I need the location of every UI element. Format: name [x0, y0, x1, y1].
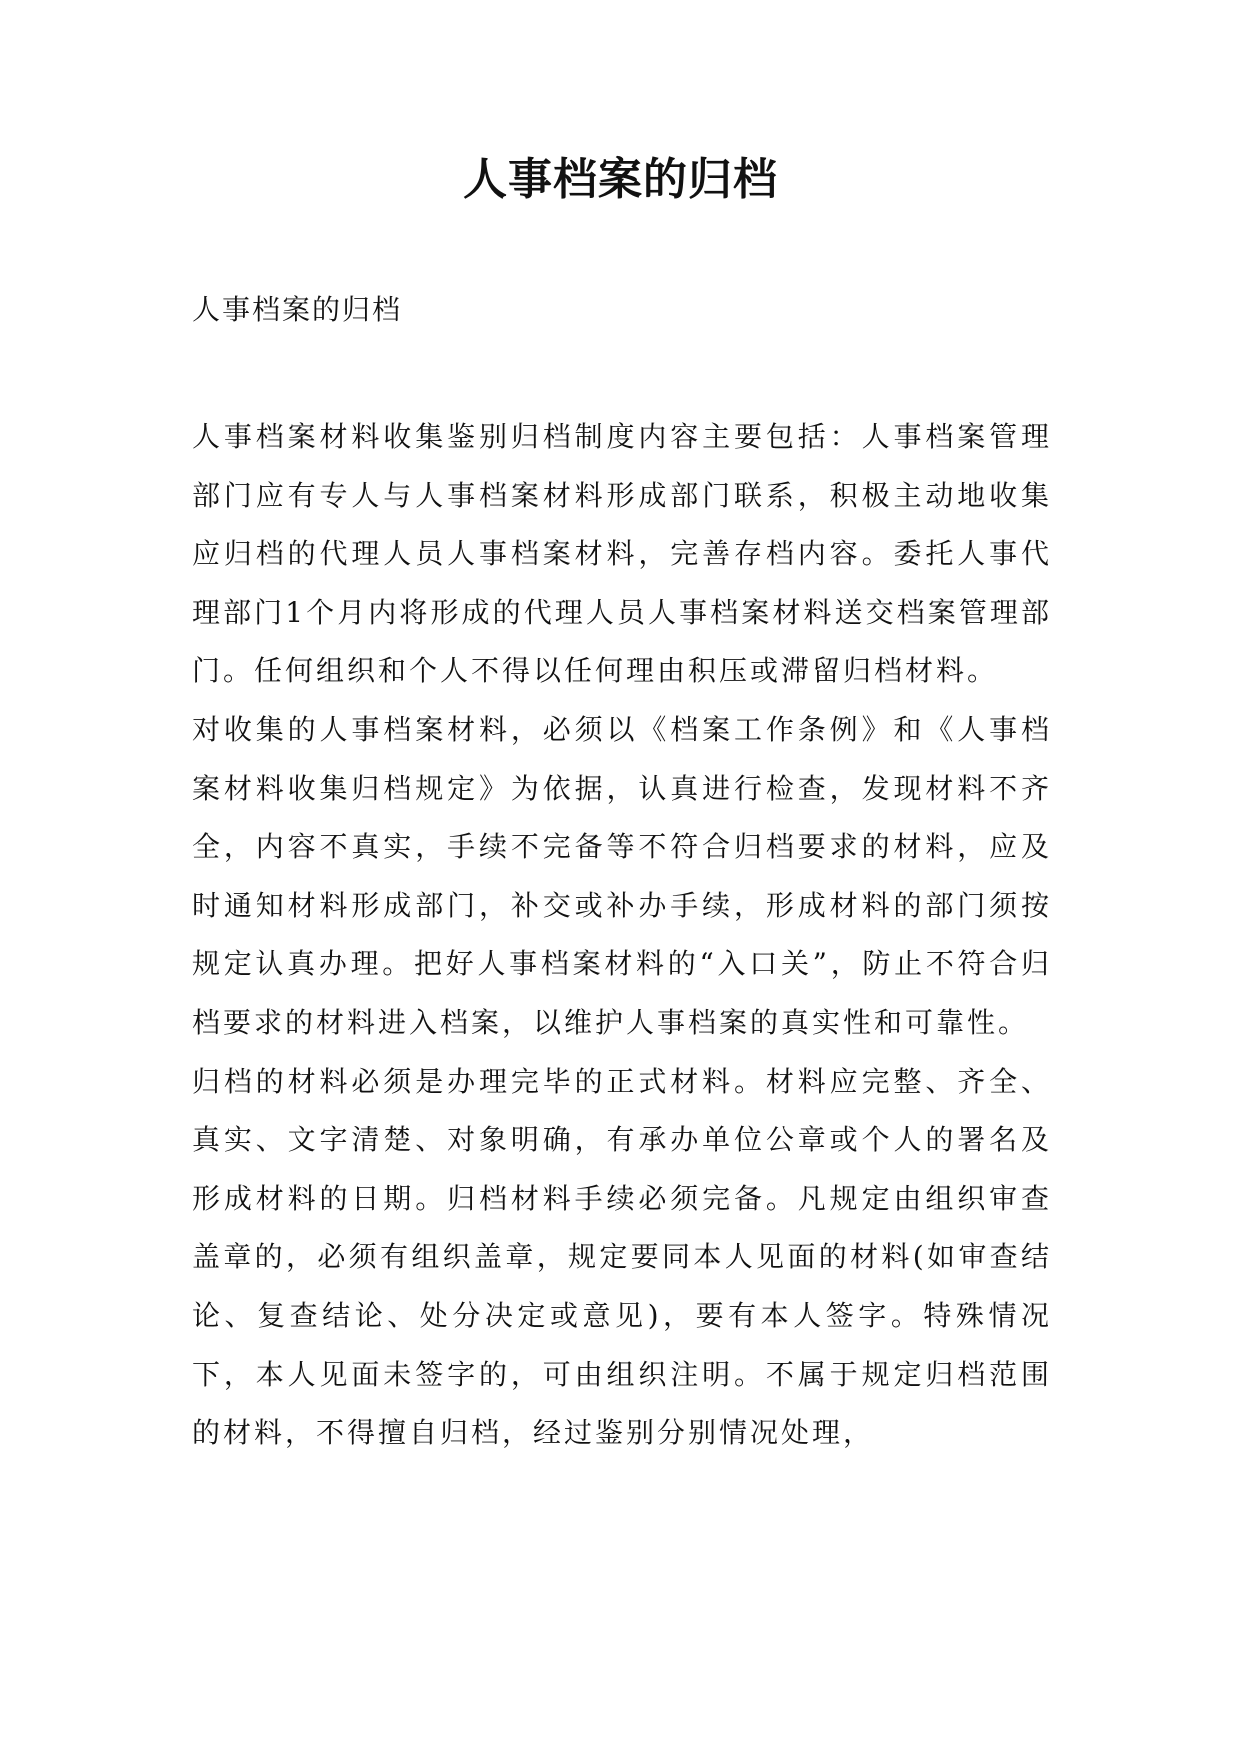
document-title: 人事档案的归档 — [463, 154, 778, 205]
document-subtitle: 人事档案的归档 — [192, 293, 403, 326]
document-body — [192, 408, 1052, 1463]
paragraph: 归档的材料必须是办理完毕的正式材料。材料应完整、齐全、真实、文字清楚、对象明确，有承办单位公章或个人的署名及形成材料的日期。归档材料手续必须完备。凡规定由组织审查盖章的，必须有组织盖章，规定要同本人见面的材料(如审查结论、复查结论、处分决定或意见)，要有本人签字。特殊情况下，本人见面未签字的，可由组织注明。不属于规定归档范围的材料，不得擅自归档，经过鉴别分别情况处理， — [192, 1064, 1052, 1450]
paragraph: 人事档案材料收集鉴别归档制度内容主要包括：人事档案管理部门应有专人与人事档案材料形成部门联系，积极主动地收集应归档的代理人员人事档案材料，完善存档内容。委托人事代理部门1个月内将形成的代理人员人事档案材料送交档案管理部门。任何组织和个人不得以任何理由积压或滞留归档材料。 — [192, 420, 1052, 688]
paragraph: 对收集的人事档案材料，必须以《档案工作条例》和《人事档案材料收集归档规定》为依据，认真进行检查，发现材料不齐全，内容不真实，手续不完备等不符合归档要求的材料，应及时通知材料形成部门，补交或补办手续，形成材料的部门须按规定认真办理。把好人事档案材料的“入口关”，防止不符合归档要求的材料进入档案，以维护人事档案的真实性和可靠性。 — [192, 712, 1052, 1039]
